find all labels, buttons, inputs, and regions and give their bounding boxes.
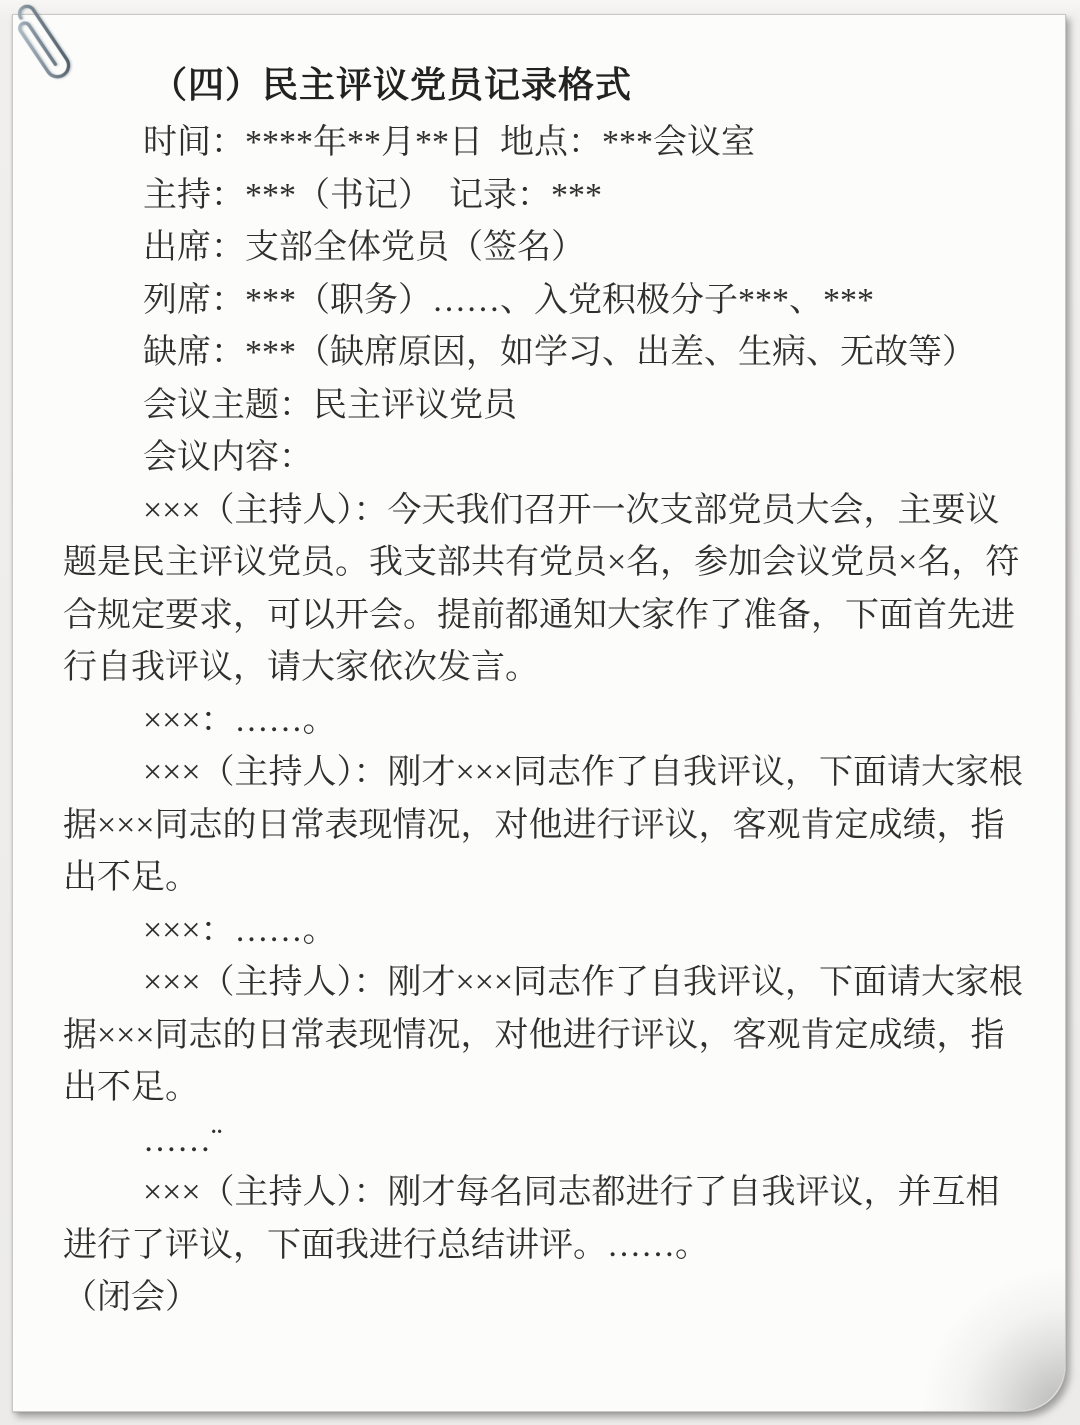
text-line: ×××（主持人）：刚才×××同志作了自我评议，下面请大家根 <box>143 964 1024 1001</box>
text-line: ×××（主持人）：今天我们召开一次支部党员大会，主要议 <box>143 491 1000 529</box>
text-line: 行自我评议，请大家依次发言。 <box>63 649 539 686</box>
text-line: 出不足。 <box>63 1069 199 1106</box>
text-line: 出席：支部全体党员（签名） <box>143 229 585 266</box>
document-title: （四）民主评议党员记录格式 <box>151 64 633 105</box>
text-line: 主持：***（书记） 记录：*** <box>143 176 602 214</box>
text-line: 缺席：***（缺席原因，如学习、出差、生病、无故等） <box>143 334 976 371</box>
text-line: 题是民主评议党员。我支部共有党员×名，参加会议党员×名，符 <box>63 544 1020 581</box>
text-line: 出不足。 <box>63 859 199 896</box>
text-line: 时间：****年**月**日 地点：***会议室 <box>143 124 755 161</box>
document-page <box>12 14 1066 1412</box>
text-line: 会议内容： <box>143 439 313 476</box>
text-line: ……¨ <box>143 1121 223 1159</box>
text-line: ×××（主持人）：刚才每名同志都进行了自我评议，并互相 <box>143 1174 1000 1211</box>
document-body <box>63 117 1024 1325</box>
text-line: ×××（主持人）：刚才×××同志作了自我评议，下面请大家根 <box>143 754 1024 791</box>
text-line: （闭会） <box>63 1279 199 1316</box>
text-line: 据×××同志的日常表现情况，对他进行评议，客观肯定成绩，指 <box>63 806 1005 844</box>
text-line: 进行了评议，下面我进行总结讲评。……。 <box>63 1226 709 1264</box>
text-line: 会议主题：民主评议党员 <box>143 386 517 424</box>
text-line: ×××：……。 <box>143 911 337 949</box>
text-line: 据×××同志的日常表现情况，对他进行评议，客观肯定成绩，指 <box>63 1016 1005 1054</box>
text-line: ×××：……。 <box>143 701 337 739</box>
text-line: 列席：***（职务）……、入党积极分子***、*** <box>143 281 874 319</box>
text-line: 合规定要求，可以开会。提前都通知大家作了准备，下面首先进 <box>63 596 1015 634</box>
